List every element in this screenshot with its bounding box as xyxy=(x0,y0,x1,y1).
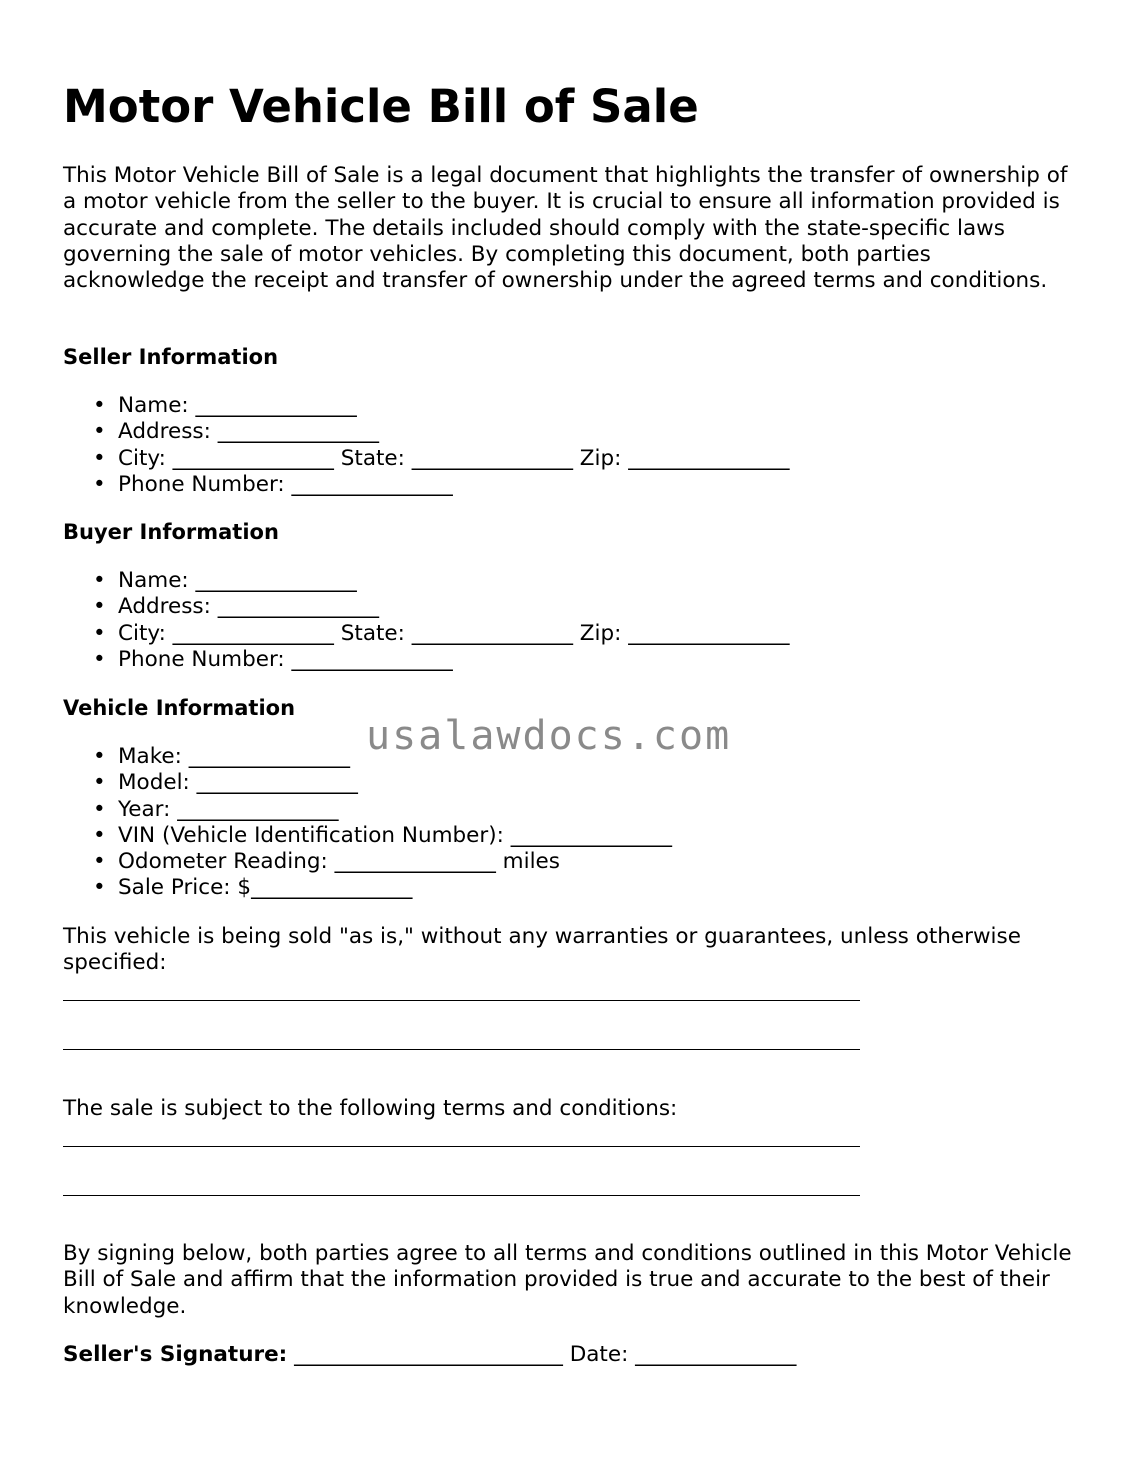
seller-fields xyxy=(93,393,790,498)
seller-heading: Seller Information xyxy=(63,345,279,369)
buyer-heading: Buyer Information xyxy=(63,520,279,544)
agreement-paragraph: By signing below, both parties agree to all terms and conditions outlined in this Motor Vehicle Bill of Sale and affirm that the information provided is true and accurate to the best of their knowledge. xyxy=(63,1241,1072,1319)
vehicle-fields xyxy=(93,744,672,902)
as-is-blank-line-2 xyxy=(63,1049,860,1050)
vehicle-odometer-field: • Odometer Reading: _______________ miles xyxy=(93,849,672,875)
seller-city-state-zip-field: • City: _______________ State: _______________ Zip: _______________ xyxy=(93,446,790,472)
as-is-paragraph: This vehicle is being sold "as is," without any warranties or guarantees, unless otherwise specified: xyxy=(63,924,1021,976)
watermark: usalawdocs.com xyxy=(366,713,732,759)
document-title: Motor Vehicle Bill of Sale xyxy=(63,80,699,133)
vehicle-make-field: • Make: _______________ xyxy=(93,744,672,770)
vehicle-sale-price-field: • Sale Price: $_______________ xyxy=(93,875,672,901)
seller-signature-label: Seller's Signature: xyxy=(63,1342,288,1367)
terms-paragraph: The sale is subject to the following terms and conditions: xyxy=(63,1096,678,1121)
vehicle-heading: Vehicle Information xyxy=(63,696,296,720)
buyer-name-field: • Name: _______________ xyxy=(93,568,790,594)
seller-address-field: • Address: _______________ xyxy=(93,419,790,445)
seller-phone-field: • Phone Number: _______________ xyxy=(93,472,790,498)
as-is-blank-line-1 xyxy=(63,1000,860,1001)
terms-blank-line-2 xyxy=(63,1195,860,1196)
seller-signature-line xyxy=(63,1342,796,1368)
buyer-address-field: • Address: _______________ xyxy=(93,594,790,620)
vehicle-year-field: • Year: _______________ xyxy=(93,797,672,823)
buyer-phone-field: • Phone Number: _______________ xyxy=(93,647,790,673)
vehicle-vin-field: • VIN (Vehicle Identification Number): _______________ xyxy=(93,823,672,849)
buyer-city-state-zip-field: • City: _______________ State: _______________ Zip: _______________ xyxy=(93,621,790,647)
buyer-fields xyxy=(93,568,790,673)
signature-date-field: Date: _______________ xyxy=(569,1342,797,1367)
terms-blank-line-1 xyxy=(63,1146,860,1147)
intro-paragraph: This Motor Vehicle Bill of Sale is a legal document that highlights the transfer of ownership of a motor vehicle from the seller to the buyer. It is crucial to ensure all information provided is accurate and complete. The details included should comply with the state-specific laws governing the sale of motor vehicles. By completing this document, both parties acknowledge the receipt and transfer of ownership under the agreed terms and conditions. xyxy=(63,163,1068,294)
seller-signature-blank: _________________________ xyxy=(287,1342,570,1367)
vehicle-model-field: • Model: _______________ xyxy=(93,770,672,796)
seller-name-field: • Name: _______________ xyxy=(93,393,790,419)
